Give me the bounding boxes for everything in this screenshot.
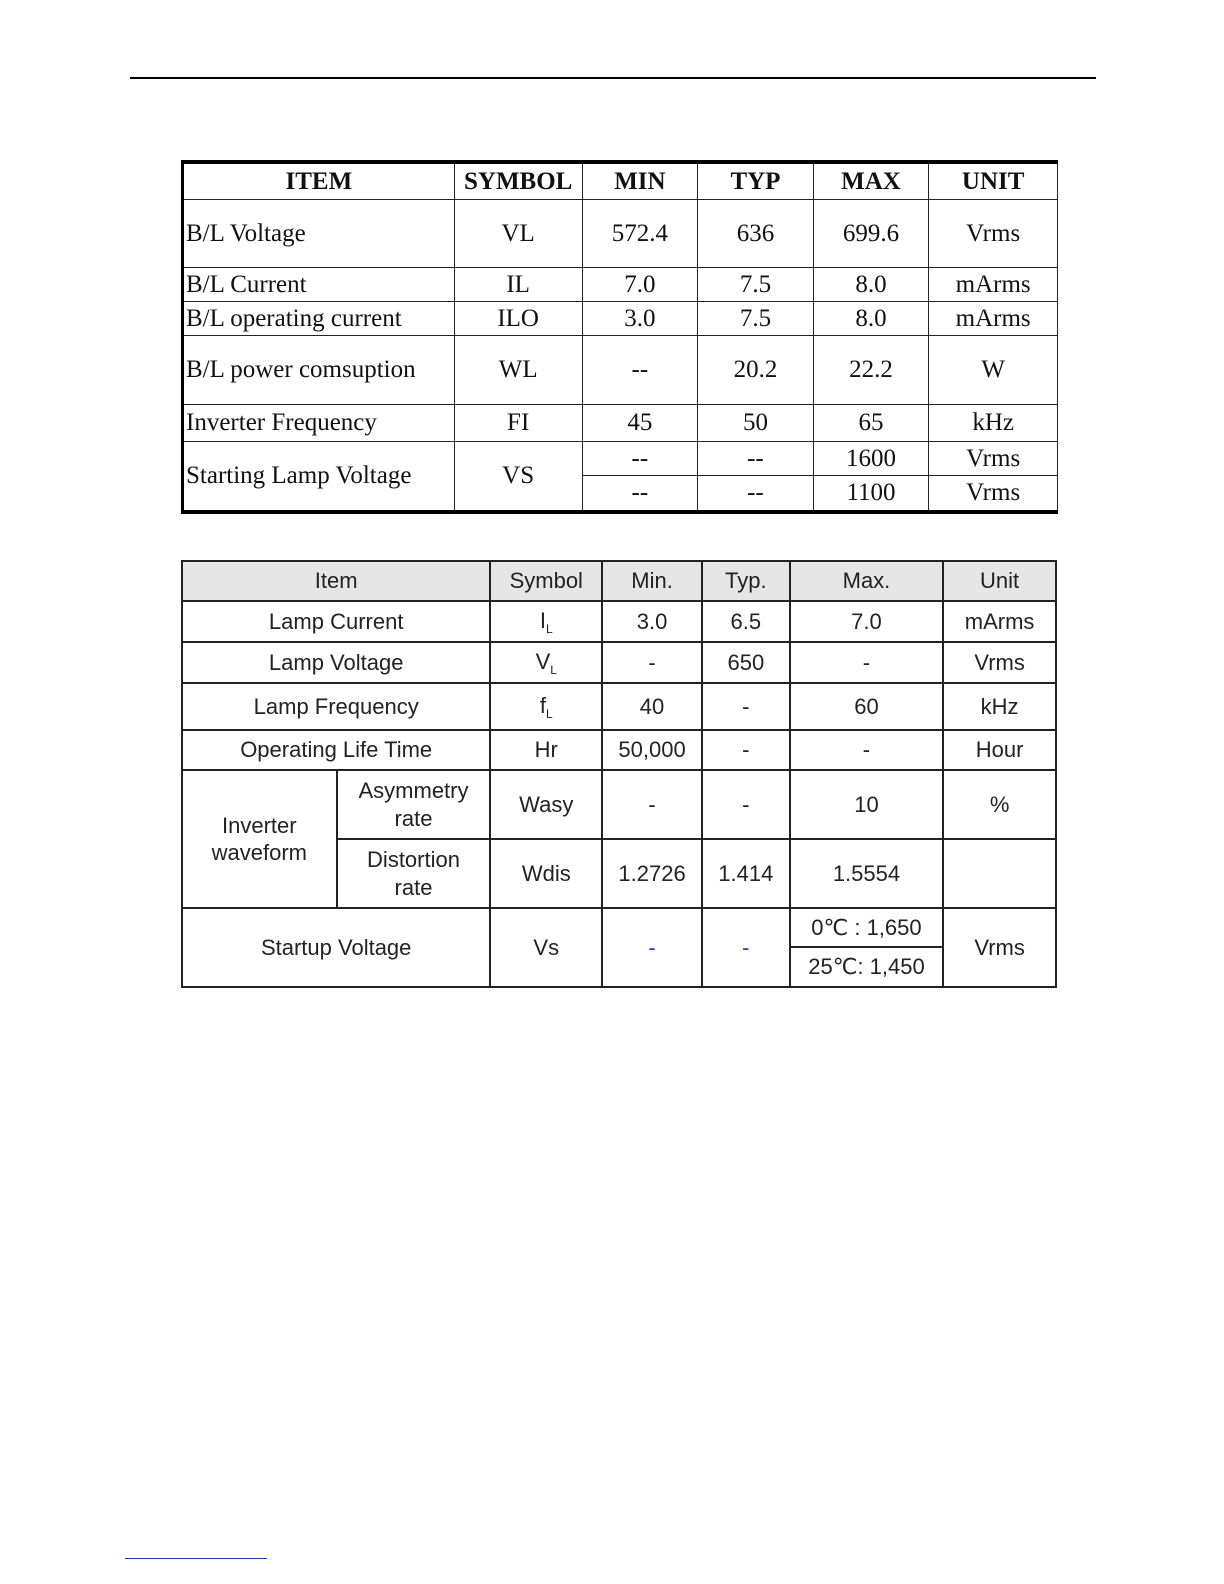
table-header-row (182, 561, 1056, 601)
max-cell: 8.0 (813, 302, 929, 336)
typ-cell: 650 (702, 642, 790, 683)
unit-cell: Vrms (929, 442, 1058, 476)
header-unit: UNIT (929, 162, 1058, 200)
table-row (182, 683, 1056, 730)
symbol-cell: Hr (490, 730, 602, 770)
max-cell: 60 (790, 683, 943, 730)
table-row (183, 200, 1058, 268)
min-cell: - (602, 770, 702, 839)
symbol-subscript: L (550, 662, 557, 677)
max-cell: 22.2 (813, 336, 929, 405)
max-cell-0c: 0℃ : 1,650 (790, 908, 943, 947)
typ-cell: 636 (698, 200, 814, 268)
unit-cell: Vrms (943, 908, 1056, 987)
symbol-cell: Wasy (490, 770, 602, 839)
table-row (182, 601, 1056, 642)
typ-cell: -- (698, 442, 814, 476)
unit-cell: W (929, 336, 1058, 405)
symbol-cell: ILO (454, 302, 582, 336)
header-item: ITEM (183, 162, 455, 200)
typ-cell: 50 (698, 405, 814, 442)
asymmetry-label-line1: Asymmetry (358, 778, 469, 803)
max-cell: 699.6 (813, 200, 929, 268)
min-cell: 3.0 (602, 601, 702, 642)
table-row (182, 770, 1056, 839)
max-cell-25c: 25℃: 1,450 (790, 947, 943, 987)
table-row (183, 268, 1058, 302)
max-cell: - (790, 642, 943, 683)
typ-cell: - (702, 730, 790, 770)
table-row (183, 302, 1058, 336)
item-cell: Starting Lamp Voltage (183, 442, 455, 512)
symbol-cell: FI (454, 405, 582, 442)
symbol-cell (490, 601, 602, 642)
header-rule (130, 77, 1096, 79)
header-max: MAX (813, 162, 929, 200)
unit-cell: % (943, 770, 1056, 839)
min-cell: 572.4 (582, 200, 698, 268)
min-cell: 40 (602, 683, 702, 730)
min-cell: -- (582, 336, 698, 405)
symbol-main: f (539, 692, 546, 718)
item-cell: B/L Voltage (183, 200, 455, 268)
unit-cell: mArms (943, 601, 1056, 642)
item-cell: Lamp Current (182, 601, 490, 642)
typ-cell: 6.5 (702, 601, 790, 642)
table-row (182, 730, 1056, 770)
distortion-label-cell (337, 839, 491, 908)
symbol-subscript: L (545, 706, 553, 721)
max-cell: 1600 (813, 442, 929, 476)
min-cell: 50,000 (602, 730, 702, 770)
typ-cell: 20.2 (698, 336, 814, 405)
min-cell: 7.0 (582, 268, 698, 302)
header-max: Max. (790, 561, 943, 601)
unit-cell: Hour (943, 730, 1056, 770)
inverter-label-line1: Inverter (222, 812, 297, 838)
unit-cell: Vrms (929, 476, 1058, 512)
min-cell: 45 (582, 405, 698, 442)
max-cell: 1.5554 (790, 839, 943, 908)
footnote-rule (125, 1558, 267, 1559)
table-header-row (183, 162, 1058, 200)
min-cell: -- (582, 476, 698, 512)
lamp-spec-table (181, 560, 1057, 988)
item-cell: Startup Voltage (182, 908, 490, 987)
item-cell: Lamp Voltage (182, 642, 490, 683)
header-symbol: Symbol (490, 561, 602, 601)
header-item: Item (182, 561, 490, 601)
item-cell: B/L power comsuption (183, 336, 455, 405)
symbol-cell: WL (454, 336, 582, 405)
symbol-main: V (535, 648, 551, 674)
header-min: Min. (602, 561, 702, 601)
typ-cell: - (702, 908, 790, 987)
typ-cell: 7.5 (698, 302, 814, 336)
symbol-cell: IL (454, 268, 582, 302)
typ-cell: - (702, 770, 790, 839)
symbol-cell (490, 683, 602, 730)
max-cell: 1100 (813, 476, 929, 512)
unit-cell (943, 839, 1056, 908)
item-cell: B/L operating current (183, 302, 455, 336)
typ-cell: 1.414 (702, 839, 790, 908)
unit-cell: kHz (929, 405, 1058, 442)
typ-cell: -- (698, 476, 814, 512)
max-cell: - (790, 730, 943, 770)
min-cell: - (602, 642, 702, 683)
max-cell: 65 (813, 405, 929, 442)
unit-cell: Vrms (943, 642, 1056, 683)
inverter-group-cell (182, 770, 337, 908)
min-cell: 1.2726 (602, 839, 702, 908)
header-typ: TYP (698, 162, 814, 200)
unit-cell: mArms (929, 268, 1058, 302)
distortion-label-line1: Distortion (367, 847, 460, 872)
header-min: MIN (582, 162, 698, 200)
min-cell: -- (582, 442, 698, 476)
inverter-label-line2: waveform (211, 840, 307, 865)
table-row (183, 442, 1058, 476)
max-cell: 7.0 (790, 601, 943, 642)
max-cell: 8.0 (813, 268, 929, 302)
symbol-cell: Wdis (490, 839, 602, 908)
item-cell: Operating Life Time (182, 730, 490, 770)
symbol-cell: VL (454, 200, 582, 268)
typ-cell: - (702, 683, 790, 730)
symbol-subscript: L (545, 621, 553, 636)
asymmetry-label-line2: rate (394, 805, 433, 831)
symbol-cell: Vs (490, 908, 602, 987)
item-cell: Lamp Frequency (182, 683, 490, 730)
min-cell: - (602, 908, 702, 987)
item-cell: Inverter Frequency (183, 405, 455, 442)
header-symbol: SYMBOL (454, 162, 582, 200)
asymmetry-label-cell (337, 770, 491, 839)
typ-cell: 7.5 (698, 268, 814, 302)
table-row (183, 405, 1058, 442)
unit-cell: mArms (929, 302, 1058, 336)
symbol-cell (490, 642, 602, 683)
max-cell: 10 (790, 770, 943, 839)
symbol-main: I (539, 607, 546, 633)
backlight-spec-table (181, 160, 1058, 514)
table-row (182, 642, 1056, 683)
unit-cell: Vrms (929, 200, 1058, 268)
header-unit: Unit (943, 561, 1056, 601)
unit-cell: kHz (943, 683, 1056, 730)
table-row (183, 336, 1058, 405)
distortion-label-line2: rate (394, 874, 433, 900)
item-cell: B/L Current (183, 268, 455, 302)
table-row (182, 908, 1056, 947)
symbol-cell: VS (454, 442, 582, 512)
min-cell: 3.0 (582, 302, 698, 336)
header-typ: Typ. (702, 561, 790, 601)
